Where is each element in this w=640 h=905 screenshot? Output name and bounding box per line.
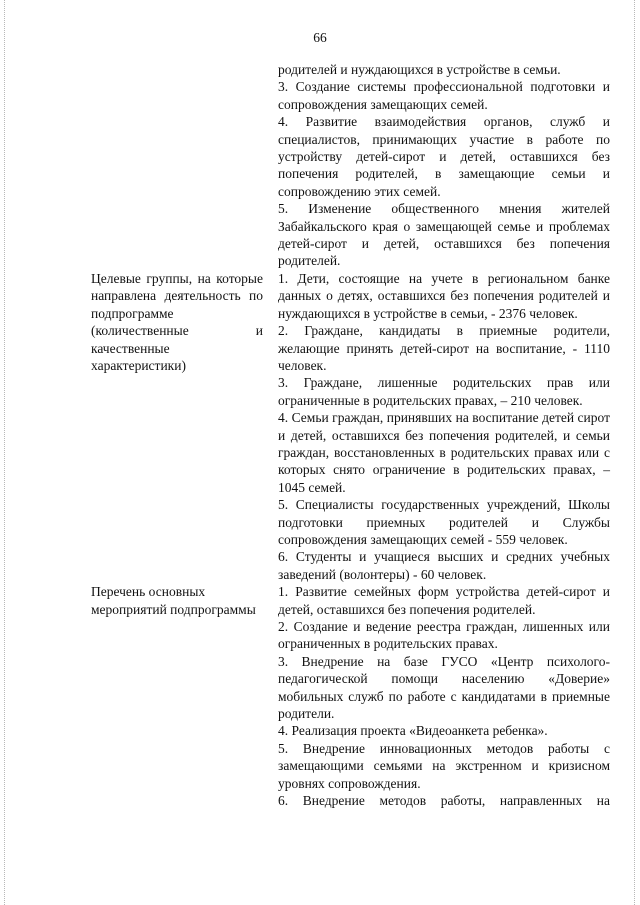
target-groups-label-block [91, 270, 263, 374]
target-groups-label: Целевые группы, на которые направлена деятельность по подпрограмме (количественные и качественные характеристики) [91, 270, 263, 373]
event-item: 4. Реализация проекта «Видеоанкета ребенка». [278, 723, 548, 739]
events-label: Перечень основных мероприятий подпрограммы [91, 584, 256, 617]
event-item: 2. Создание и ведение реестра граждан, лишенных или ограниченных в родительских правах. [278, 619, 610, 652]
task-item: родителей и нуждающихся в устройстве в семьи. [278, 62, 561, 77]
target-group-item: 1. Дети, состоящие на учете в региональном банке данных о детях, оставшихся без попечения родителей и нуждающихся в устройстве в семьи, - 2376 человек. [278, 270, 610, 321]
page-edge-right [634, 0, 635, 905]
events-label-block [91, 583, 271, 618]
task-item: 3. Создание системы профессиональной подготовки и сопровождения замещающих семей. [278, 79, 610, 112]
page-edge-left [4, 0, 5, 905]
events-section [278, 583, 610, 809]
target-group-item: 3. Граждане, лишенные родительских прав или ограниченные в родительских правах, – 210 человек. [278, 375, 610, 408]
page-number: 66 [313, 30, 327, 45]
right-column [278, 61, 610, 809]
task-item: 4. Развитие взаимодействия органов, служб и специалистов, принимающих участие в работе по устройству детей-сирот и детей, оставшихся без попечения родителей, в замещающие семьи и сопровождению этих семей. [278, 114, 610, 199]
target-groups-section [278, 270, 610, 583]
event-item: 5. Внедрение инновационных методов работы с замещающими семьями на экстренном и кризисном уровнях сопровождения. [278, 740, 610, 791]
target-group-item: 2. Граждане, кандидаты в приемные родители, желающие принять детей-сирот на воспитание, - 1110 человек. [278, 323, 610, 373]
target-group-item: 6. Студенты и учащиеся высших и средних учебных заведений (волонтеры) - 60 человек. [278, 549, 610, 582]
event-item: 1. Развитие семейных форм устройства детей-сирот и детей, оставшихся без попечения родителей. [278, 584, 610, 617]
target-group-item: 5. Специалисты государственных учреждений, Школы подготовки приемных родителей и Службы сопровождения замещающих семей - 559 человек. [278, 497, 610, 547]
target-group-item: 4. Семьи граждан, принявших на воспитание детей сирот и детей, оставшихся без попечения родителей, и семьи граждан, восстановленных в родительских правах или с которых снято ограничение в родительских правах, – 1045 семей. [278, 410, 610, 495]
event-item: 3. Внедрение на базе ГУСО «Центр психолого-педагогической помощи населению «Доверие» мобильных служб по работе с кандидатами в приемные родители. [278, 653, 610, 722]
event-item: 6. Внедрение методов работы, направленных на [278, 793, 610, 809]
tasks-continued-section [278, 61, 610, 270]
task-item: 5. Изменение общественного мнения жителей Забайкальского края о замещающей семье и проблемах детей-сирот и детей, оставшихся без попечения родителей. [278, 201, 610, 269]
